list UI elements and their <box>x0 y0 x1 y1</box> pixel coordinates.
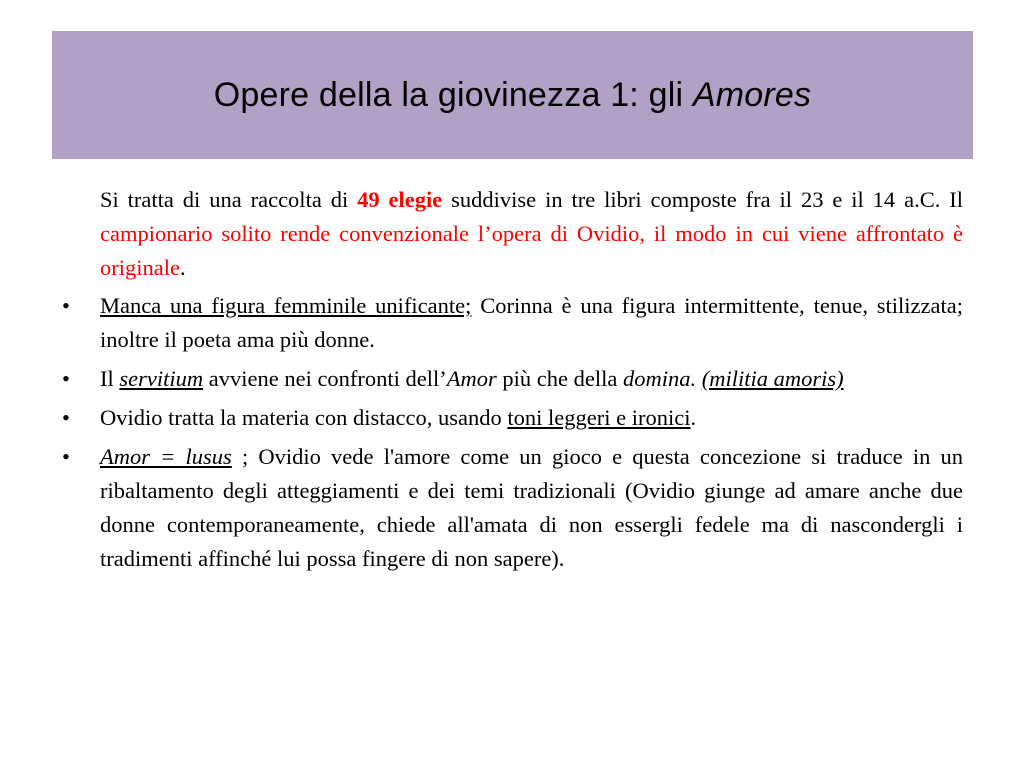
bullet-item-2 <box>62 362 963 396</box>
title-band <box>52 31 973 159</box>
bullet-mark: • <box>62 366 70 391</box>
title-emphasis: Amores <box>692 75 812 114</box>
intro-text-1: Si tratta di una raccolta di <box>100 187 358 212</box>
bullet-2-c: avviene nei confronti dell’ <box>203 366 447 391</box>
bullet-item-1 <box>62 289 963 357</box>
title-text: Opere della la giovinezza 1: gli <box>213 75 693 114</box>
bullet-2-servitium: servitium <box>119 366 204 391</box>
bullet-2-domina: domina. <box>622 366 697 391</box>
bullet-4-text: ; Ovidio vede l'amore come un gioco e questa concezione si traduce in un ribaltamento degli atteggiamenti e dei temi tradizionali (Ovidio giunge ad amare anche due donne contemporaneamente, chiede all'amata di non essergli fedele ma di nascondergli i tradimenti affinché lui possa fingere di non sapere). <box>100 444 963 571</box>
bullet-1-text: Corinna è una figura intermittente, tenue, stilizzata; inoltre il poeta ama più donne. <box>100 293 963 352</box>
bullet-1-underlined: Manca una figura femminile unificante; <box>100 293 472 318</box>
bullet-3-toni: toni leggeri e ironici <box>507 405 691 430</box>
bullet-2-militia-amoris: (militia amoris) <box>701 366 844 391</box>
bullet-2-a: Il <box>100 366 120 391</box>
bullet-item-4 <box>62 440 963 576</box>
bullet-mark: • <box>62 293 70 318</box>
intro-highlight-elegie: 49 elegie <box>357 187 443 212</box>
slide-body <box>62 183 963 581</box>
bullet-item-3 <box>62 401 963 435</box>
bullet-3-c: . <box>690 405 697 430</box>
bullet-3-a: Ovidio tratta la materia con distacco, usando <box>100 405 508 430</box>
bullet-mark: • <box>62 405 70 430</box>
bullet-2-amor: Amor <box>446 366 497 391</box>
intro-paragraph <box>62 183 963 285</box>
intro-highlight-campionario: campionario solito rende convenzionale l’opera di Ovidio, il modo in cui viene affrontato è originale <box>100 221 963 280</box>
bullet-4-amor-lusus: Amor = lusus <box>100 444 232 469</box>
intro-text-2: suddivise in tre libri composte fra il 23 e il 14 a.C. Il <box>442 187 963 212</box>
slide-title <box>214 76 811 115</box>
bullet-2-e: più che della <box>496 366 623 391</box>
bullet-mark: • <box>62 444 70 469</box>
intro-text-end: . <box>179 255 186 280</box>
